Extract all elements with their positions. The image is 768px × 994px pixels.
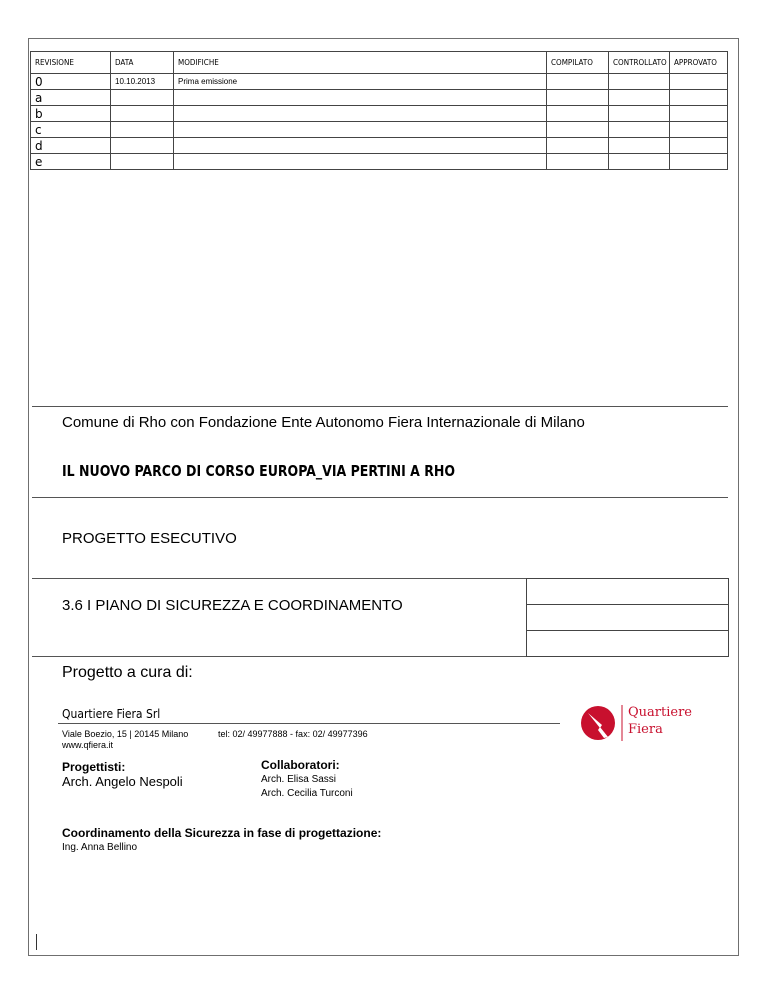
progettisti-name: Arch. Angelo Nespoli [62, 774, 183, 789]
revision-compilato [547, 122, 609, 138]
table-row [31, 74, 728, 90]
table-row [31, 90, 728, 106]
document-code-box [527, 631, 728, 657]
project-phase: PROGETTO ESECUTIVO [62, 530, 237, 547]
revision-modifiche [174, 122, 547, 138]
header-revisione: REVISIONE [31, 52, 111, 74]
coordinamento-name: Ing. Anna Bellino [62, 842, 138, 853]
revision-code: d [31, 138, 111, 154]
quartiere-fiera-logo-icon [578, 703, 624, 743]
revision-controllato [609, 154, 670, 170]
revision-approvato [670, 138, 728, 154]
header-compilato: COMPILATO [547, 52, 609, 74]
revision-approvato [670, 122, 728, 138]
table-row [31, 154, 728, 170]
revision-controllato [609, 138, 670, 154]
text-cursor [36, 934, 37, 950]
divider-line [58, 723, 560, 724]
revision-compilato [547, 90, 609, 106]
revision-modifiche [174, 106, 547, 122]
revision-approvato [670, 90, 728, 106]
revision-controllato [609, 90, 670, 106]
header-modifiche: MODIFICHE [174, 52, 547, 74]
divider-line [32, 656, 526, 657]
revision-date [111, 122, 174, 138]
divider-line [32, 406, 728, 407]
client-name: Comune di Rho con Fondazione Ente Autonomo Fiera Internazionale di Milano [62, 414, 585, 431]
collaboratore-name: Arch. Elisa Sassi [261, 774, 337, 785]
document-code-box [527, 579, 728, 605]
project-title: IL NUOVO PARCO DI CORSO EUROPA_VIA PERTINI A RHO [62, 462, 456, 480]
company-phone: tel: 02/ 49977888 - fax: 02/ 49977396 [218, 729, 368, 739]
revision-date: 10.10.2013 [111, 74, 174, 90]
revision-modifiche [174, 138, 547, 154]
quartiere-fiera-logo [578, 703, 708, 743]
document-code-box [527, 605, 728, 631]
revision-date [111, 138, 174, 154]
table-row [31, 138, 728, 154]
revision-code: c [31, 122, 111, 138]
revision-modifiche [174, 90, 547, 106]
logo-line1: Quartiere [628, 705, 692, 720]
revision-date [111, 90, 174, 106]
revision-controllato [609, 106, 670, 122]
divider-line [32, 497, 728, 498]
logo-line2: Fiera [628, 722, 663, 737]
revision-controllato [609, 74, 670, 90]
revision-controllato [609, 122, 670, 138]
revision-approvato [670, 154, 728, 170]
company-website: www.qfiera.it [62, 740, 114, 750]
revision-table [30, 51, 728, 170]
revision-code: b [31, 106, 111, 122]
revision-date [111, 106, 174, 122]
table-row [31, 106, 728, 122]
revision-modifiche [174, 154, 547, 170]
revision-approvato [670, 106, 728, 122]
divider-line [32, 578, 526, 579]
revision-code: 0 [31, 74, 111, 90]
coordinamento-label: Coordinamento della Sicurezza in fase di progettazione: [62, 826, 382, 840]
collaboratori-label: Collaboratori: [261, 758, 340, 772]
revision-table-header [31, 52, 728, 74]
credits-heading: Progetto a cura di: [62, 664, 193, 681]
table-row [31, 122, 728, 138]
revision-compilato [547, 106, 609, 122]
document-code-boxes [526, 578, 729, 657]
revision-date [111, 154, 174, 170]
revision-code: e [31, 154, 111, 170]
revision-code: a [31, 90, 111, 106]
revision-modifiche: Prima emissione [174, 74, 547, 90]
revision-approvato [670, 74, 728, 90]
header-data: DATA [111, 52, 174, 74]
revision-compilato [547, 74, 609, 90]
revision-compilato [547, 138, 609, 154]
collaboratore-name: Arch. Cecilia Turconi [261, 788, 353, 799]
document-title: 3.6 I PIANO DI SICUREZZA E COORDINAMENTO [62, 597, 403, 614]
progettisti-label: Progettisti: [62, 760, 126, 774]
revision-compilato [547, 154, 609, 170]
company-address: Viale Boezio, 15 | 20145 Milano [62, 729, 189, 739]
company-name: Quartiere Fiera Srl [62, 707, 161, 721]
header-approvato: APPROVATO [670, 52, 728, 74]
header-controllato: CONTROLLATO [609, 52, 670, 74]
